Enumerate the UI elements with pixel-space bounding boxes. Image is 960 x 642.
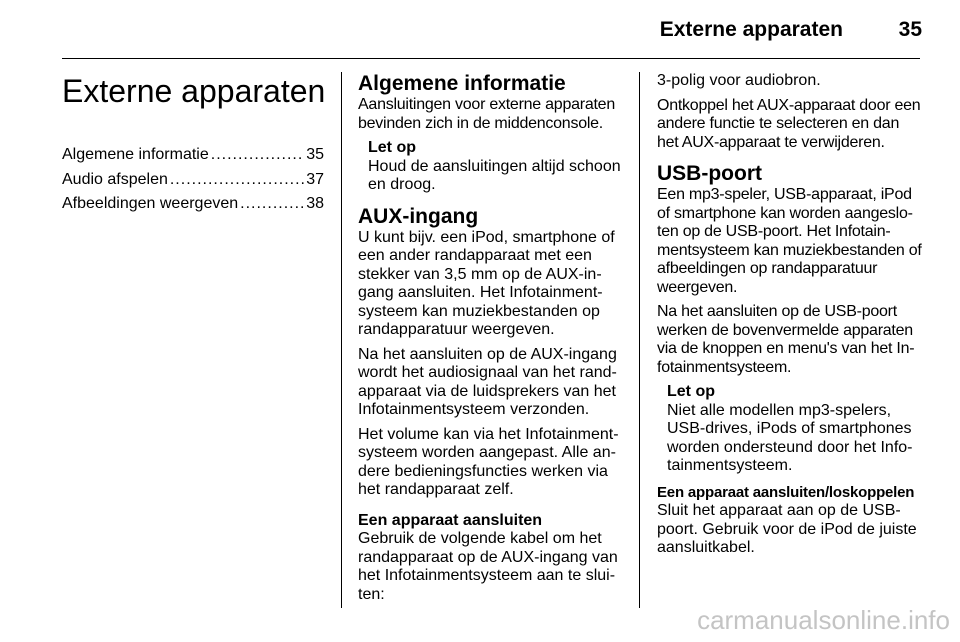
aux-disconnect: Ontkoppel het AUX-apparaat door een andere functie te selecteren en dan het AUX-apparaat te verwijderen. xyxy=(657,96,921,151)
column-divider-1 xyxy=(341,72,342,608)
aux-paragraph-2: Na het aansluiten op de AUX-ingang wordt het audiosignaal van het rand-apparaat via de luidsprekers van het Infotainmentsysteem verzonden. xyxy=(358,345,617,418)
usb-note xyxy=(667,383,923,476)
toc-entry-label: Audio afspelen xyxy=(62,170,168,188)
usb-heading: USB-poort xyxy=(657,162,762,185)
toc-leader xyxy=(170,171,304,190)
toc-entry-page: 35 xyxy=(306,146,324,163)
note-text: Houd de aansluitingen altijd schoon en droog. xyxy=(368,157,621,193)
toc-entry[interactable] xyxy=(62,146,324,165)
usb-paragraph-1: Een mp3-speler, USB-apparaat, iPod of smartphone kan worden aangeslo-ten op de USB-poort. Het Infotain-mentsysteem kan muziekbestanden of afbeeldingen op randapparatuur weergeven. xyxy=(657,186,922,296)
general-column xyxy=(358,72,624,610)
usb-connect-heading: Een apparaat aansluiten/loskoppelen xyxy=(657,483,915,501)
general-heading: Algemene informatie xyxy=(358,72,566,95)
note-text: Niet alle modellen mp3-spelers, USB-drives, iPods of smartphones worden ondersteund door het Info-tainmentsysteem. xyxy=(667,401,913,474)
general-intro: Aansluitingen voor externe apparaten bevinden zich in de middenconsole. xyxy=(358,96,615,132)
aux-heading: AUX-ingang xyxy=(358,204,479,228)
toc-column xyxy=(62,72,324,220)
aux-connect-text: Gebruik de volgende kabel om het randapparaat op de AUX-ingang van het Infotainmentsysteem aan te slui-ten: xyxy=(358,530,618,603)
note-label: Let op xyxy=(667,383,715,400)
aux-paragraph-1: U kunt bijv. een iPod, smartphone of een ander randapparaat met een stekker van 3,5 mm op de AUX-in-gang aansluiten. Het Infotainment-systeem kan muziekbestanden op randapparatuur weergeven. xyxy=(358,228,615,338)
chapter-title: Externe apparaten xyxy=(62,73,326,109)
general-note xyxy=(368,139,624,195)
aux-paragraph-3: Het volume kan via het Infotainment-systeem worden aangepast. Alle an-dere bedieningsfuncties werken via het randapparaat zelf. xyxy=(358,425,619,498)
usb-connect-text: Sluit het apparaat aan op de USB-poort. Gebruik voor de iPod de juiste aansluitkabel. xyxy=(657,502,917,556)
column-divider-2 xyxy=(639,72,640,608)
note-label: Let op xyxy=(368,139,416,156)
usb-paragraph-2: Na het aansluiten op de USB-poort werken de bovenvermelde apparaten via de knoppen en menu's van het In-fotainmentsysteem. xyxy=(657,303,915,376)
page-number: 35 xyxy=(898,18,922,41)
toc-entry-label: Algemene informatie xyxy=(62,146,209,163)
usb-column xyxy=(657,72,923,564)
toc-entry-page: 37 xyxy=(306,170,324,188)
toc-entry-page: 38 xyxy=(306,195,324,212)
aux-cable: 3-polig voor audiobron. xyxy=(657,72,821,89)
toc-entry[interactable] xyxy=(62,195,324,214)
header-rule xyxy=(62,58,920,59)
running-header-title: Externe apparaten xyxy=(659,18,843,41)
toc-leader xyxy=(240,195,304,214)
aux-connect-heading: Een apparaat aansluiten xyxy=(358,511,543,529)
watermark: carmanualsonline.info xyxy=(697,605,950,635)
toc-entry[interactable] xyxy=(62,171,324,190)
toc-leader xyxy=(211,146,304,165)
toc-entry-label: Afbeeldingen weergeven xyxy=(62,195,239,212)
page-header xyxy=(0,0,960,60)
